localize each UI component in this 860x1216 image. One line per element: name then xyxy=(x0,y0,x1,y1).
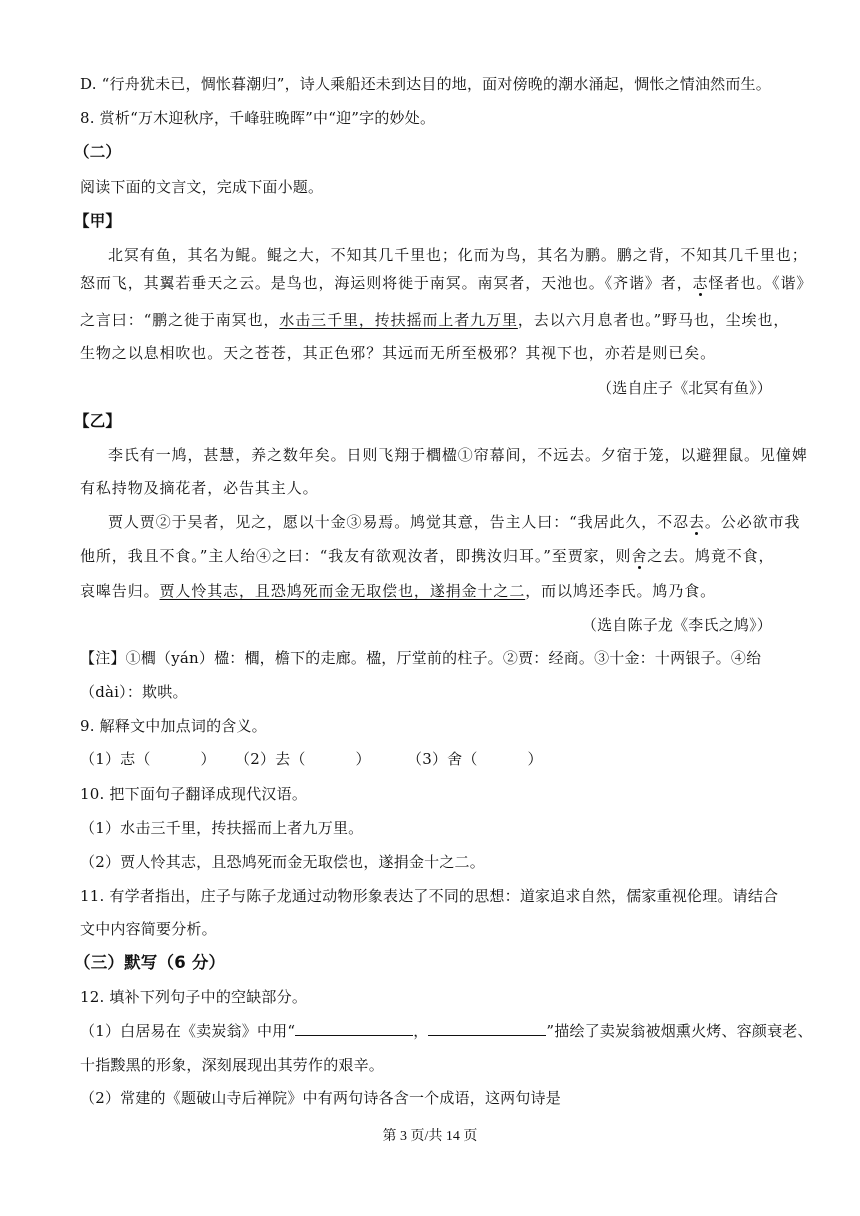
passage-yi-line-2: 有私持物及摘花者，必告其主人。 xyxy=(80,479,319,497)
passage-jia-line-3: 之言曰：“鹏之徙于南冥也，水击三千里，抟扶摇而上者九万里，去以六月息者也。”野马也，尘埃也， xyxy=(80,311,790,329)
question-11-line-2: 文中内容简要分析。 xyxy=(80,920,217,938)
question-10-item-2: （2）贾人怜其志，且恐鸠死而金无取偿也，遂捐金十之二。 xyxy=(80,853,485,871)
question-9: 9. 解释文中加点词的含义。 xyxy=(80,717,267,735)
passage-yi-line-1: 李氏有一鸠，甚慧，养之数年矣。日则飞翔于櫚楹①帘幕间，不远去。夕宿于笼，以避狸鼠。见僮婢 xyxy=(108,446,808,464)
question-12-item-1: （1）白居易在《卖炭翁》中用“ ， ”描绘了卖炭翁被烟熏火烤、容颜衰老、 xyxy=(80,1022,813,1040)
section-2-heading: （二） xyxy=(74,143,122,161)
passage-yi-line-5: 哀嗥告归。贾人怜其志，且恐鸠死而金无取偿也，遂捐金十之二，而以鸠还李氏。鸠乃食。 xyxy=(80,582,717,600)
passage-jia-label: 【甲】 xyxy=(74,212,122,230)
question-10: 10. 把下面句子翻译成现代汉语。 xyxy=(80,785,308,803)
question-8: 8. 赏析“万木迎秋序，千峰驻晚晖”中“迎”字的妙处。 xyxy=(80,109,436,127)
question-12-item-2: （2）常建的《题破山寺后禅院》中有两句诗各含一个成语，这两句诗是 xyxy=(80,1089,561,1107)
question-11-line-1: 11. 有学者指出，庄子与陈子龙通过动物形象表达了不同的思想：道家追求自然，儒家重视伦理。请结合 xyxy=(80,887,779,905)
question-9-item-2: （2）去（ ） xyxy=(235,750,371,768)
annotation-line-1: 【注】①櫚（yán）楹：櫚，檐下的走廊。楹，厅堂前的柱子。②贾：经商。③十金：十两银子。④绐 xyxy=(80,649,762,667)
reading-instruction: 阅读下面的文言文，完成下面小题。 xyxy=(80,178,324,196)
passage-jia-source: （选自庄子《北冥有鱼》） xyxy=(597,379,772,397)
question-9-item-1: （1）志（ ） xyxy=(80,750,216,768)
question-9-items xyxy=(80,748,780,770)
option-d: D. “行舟犹未已，惆怅暮潮归”，诗人乘船还未到达目的地，面对傍晚的潮水涌起，惆怅之情油然而生。 xyxy=(80,75,771,93)
fill-blank-2[interactable] xyxy=(428,1021,546,1036)
question-10-item-1: （1）水击三千里，抟扶摇而上者九万里。 xyxy=(80,819,364,837)
passage-jia-line-1: 北冥有鱼，其名为鲲。鲲之大，不知其几千里也；化而为鸟，其名为鹏。鹏之背，不知其几千里也； xyxy=(108,246,808,264)
passage-yi-line-3: 贾人贾②于吴者，见之，愿以十金③易焉。鸠觉其意，告主人曰：“我居此久，不忍去。公必欲市我 xyxy=(108,513,801,531)
passage-jia-line-4: 生物之以息相吹也。天之苍苍，其正色邪？其远而无所至极邪？其视下也，亦若是则已矣。 xyxy=(80,344,717,362)
section-3-heading: （三）默写（6 分） xyxy=(74,953,226,972)
underlined-sentence-1: 水击三千里，抟扶摇而上者九万里 xyxy=(279,311,518,329)
question-12: 12. 填补下列句子中的空缺部分。 xyxy=(80,988,308,1006)
question-9-item-3: （3）舍（ ） xyxy=(407,750,543,768)
passage-yi-label: 【乙】 xyxy=(74,412,122,430)
passage-jia-line-2: 怒而飞，其翼若垂天之云。是鸟也，海运则将徙于南冥。南冥者，天池也。《齐谐》者，志怪者也。《谐》 xyxy=(80,274,813,292)
page-footer: 第 3 页/共 14 页 xyxy=(382,1129,478,1144)
passage-yi-line-4: 他所，我且不食。”主人绐④之曰：“我友有欲观汝者，即携汝归耳。”至贾家，则舍之去。鸠竟不食， xyxy=(80,547,775,565)
underlined-sentence-2: 贾人怜其志，且恐鸠死而金无取偿也，遂捐金十之二 xyxy=(159,582,526,600)
dotted-word-qu: 去 xyxy=(688,513,705,531)
question-12-item-1-cont: 十指黢黑的形象，深刻展现出其劳作的艰辛。 xyxy=(80,1056,385,1074)
dotted-word-she: 舍 xyxy=(631,547,648,565)
fill-blank-1[interactable] xyxy=(295,1021,413,1036)
passage-yi-source: （选自陈子龙《李氏之鸠》） xyxy=(581,616,772,634)
dotted-word-zhi: 志 xyxy=(692,274,709,292)
annotation-line-2: （dài）：欺哄。 xyxy=(80,683,188,701)
